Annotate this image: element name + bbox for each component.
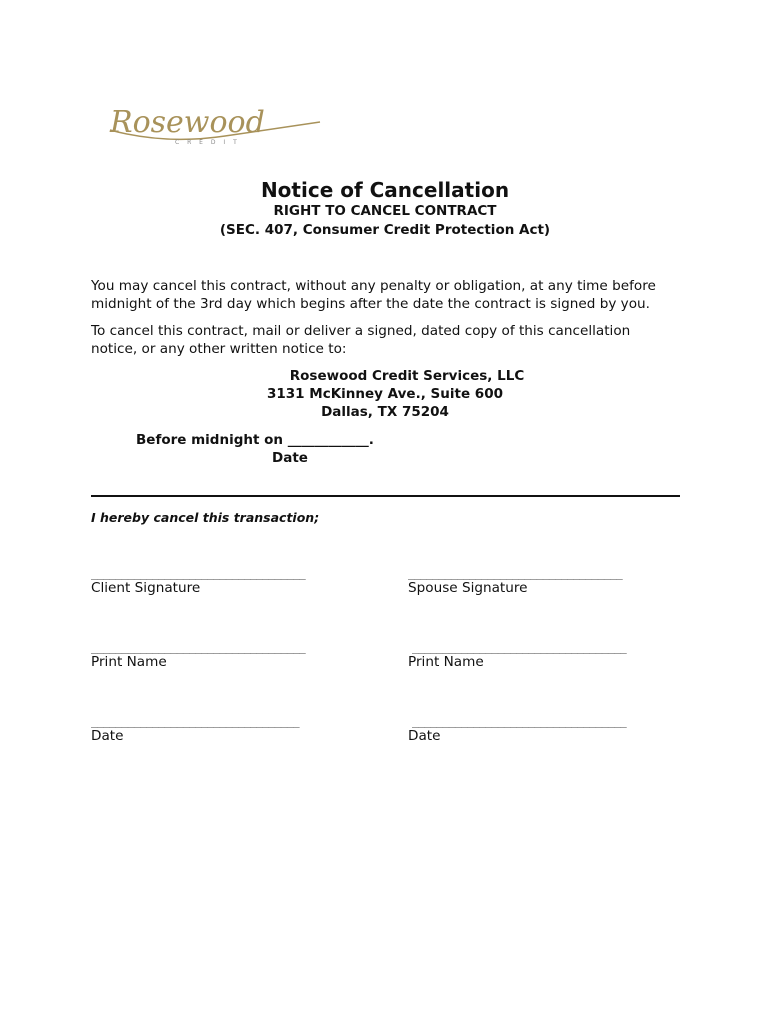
client-date-line[interactable]: __________________________________ xyxy=(91,715,300,728)
page-subtitle-sec: (SEC. 407, Consumer Credit Protection Act) xyxy=(219,222,551,238)
client-print-name-label: Print Name xyxy=(91,654,167,670)
spouse-print-name-line[interactable]: ___________________________________ xyxy=(412,641,627,654)
paragraph-1-line-1: You may cancel this contract, without any penalty or obligation, at any time before xyxy=(91,278,656,294)
client-date-label: Date xyxy=(91,728,124,744)
spouse-print-name-label: Print Name xyxy=(408,654,484,670)
page-subtitle: RIGHT TO CANCEL CONTRACT xyxy=(273,203,497,219)
address-company: Rosewood Credit Services, LLC xyxy=(289,368,525,384)
spouse-date-label: Date xyxy=(408,728,441,744)
spouse-date-line[interactable]: ___________________________________ xyxy=(412,715,627,728)
spouse-signature-label: Spouse Signature xyxy=(408,580,528,596)
client-print-name-line[interactable]: ___________________________________ xyxy=(91,641,306,654)
spouse-signature-line[interactable]: ___________________________________ xyxy=(408,567,623,580)
deadline-date-label: Date xyxy=(272,450,308,466)
deadline-label: Before midnight on ____________. xyxy=(136,432,374,448)
cancel-statement: I hereby cancel this transaction; xyxy=(91,510,320,525)
client-signature-label: Client Signature xyxy=(91,580,201,596)
address-city: Dallas, TX 75204 xyxy=(321,404,449,420)
client-signature-line[interactable]: ___________________________________ xyxy=(91,567,306,580)
address-street: 3131 McKinney Ave., Suite 600 xyxy=(266,386,503,402)
paragraph-2-line-1: To cancel this contract, mail or deliver a signed, dated copy of this cancellation xyxy=(91,323,631,339)
section-divider xyxy=(91,495,680,497)
rosewood-logo xyxy=(105,100,335,150)
logo-wordmark: Rosewood xyxy=(110,105,265,140)
logo-subtext: C R E D I T xyxy=(175,139,240,146)
paragraph-1-line-2: midnight of the 3rd day which begins after the date the contract is signed by you. xyxy=(91,296,650,312)
paragraph-2-line-2: notice, or any other written notice to: xyxy=(91,341,347,357)
page-title: Notice of Cancellation xyxy=(260,178,510,202)
